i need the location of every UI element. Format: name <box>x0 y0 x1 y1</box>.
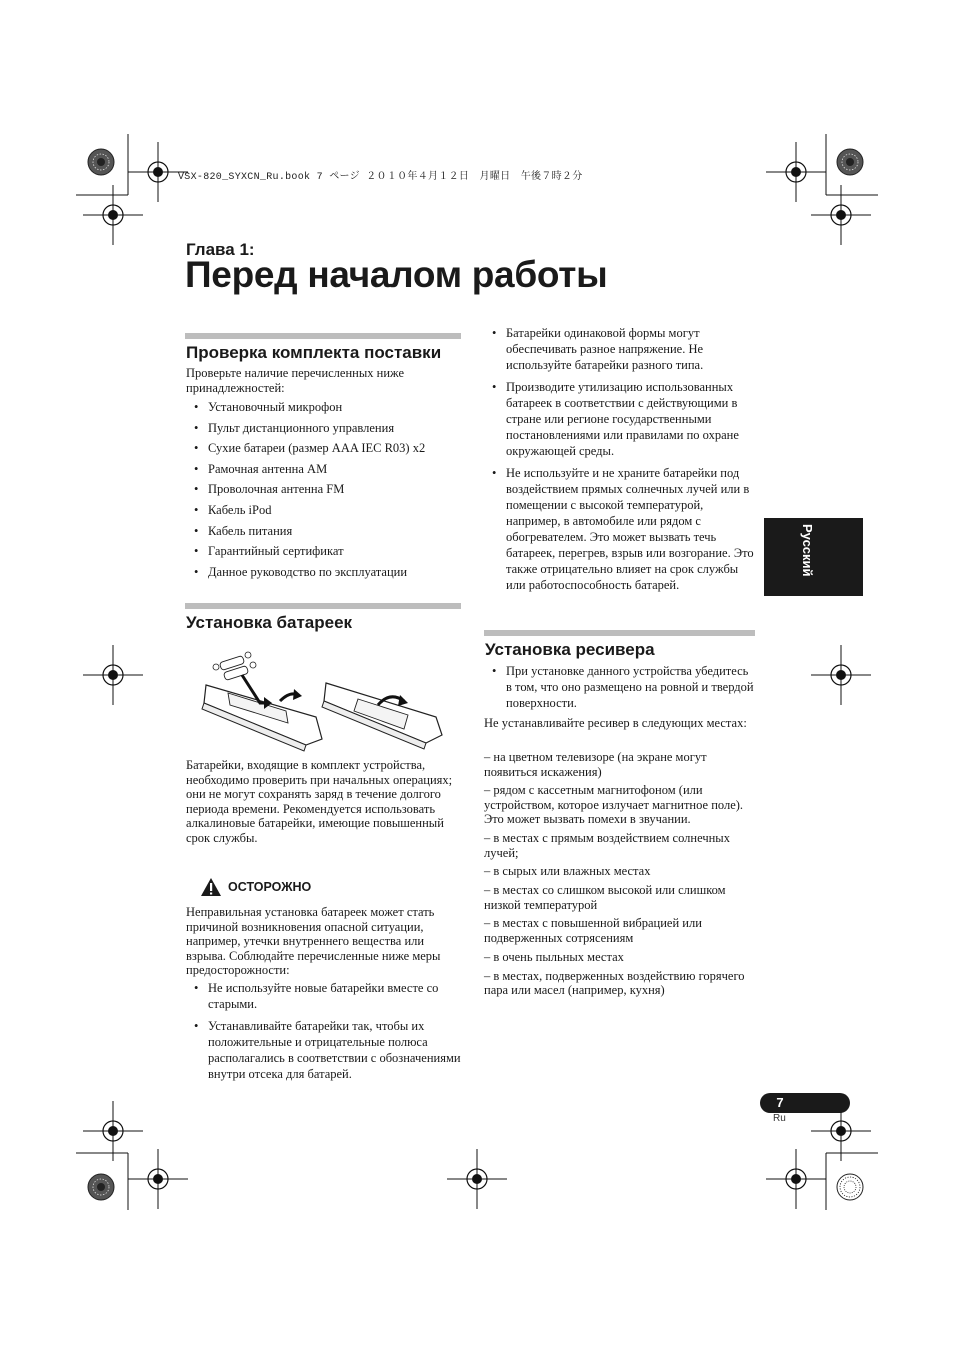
list-item: • Не используйте новые батарейки вместе со старыми. <box>186 980 461 1012</box>
page-number: 7 <box>776 1095 784 1110</box>
crop-mark-top-left <box>76 134 188 245</box>
checklist-items <box>186 399 461 584</box>
chapter-title: Перед началом работы <box>185 254 608 295</box>
caution-header <box>200 877 311 897</box>
section-divider <box>185 333 461 339</box>
crop-mark-bottom-left <box>76 1101 188 1210</box>
caution-items-continued <box>484 325 756 599</box>
print-header: VSX-820_SYXCN_Ru.book 7 ページ ２０１０年４月１２日 月曜日 午後７時２分 <box>178 172 583 183</box>
list-item: • Установочный микрофон <box>186 399 461 415</box>
section-heading-receiver: Установка ресивера <box>485 640 655 659</box>
caution-text: Неправильная установка батареек может стать причиной возникновения опасной ситуации, например, утечки внутреннего вещества или взрыва. Соблюдайте перечисленные ниже меры предосторожности: <box>186 905 441 977</box>
list-item: • Проволочная антенна FM <box>186 481 461 497</box>
list-item: • Кабель iPod <box>186 502 461 518</box>
page-number-badge <box>760 1093 850 1113</box>
language-tab <box>764 518 863 596</box>
page-language-code: Ru <box>773 1113 786 1124</box>
list-item: – в сырых или влажных местах <box>484 864 651 879</box>
remote-open-illustration <box>202 652 322 751</box>
remote-closed-illustration <box>322 683 442 749</box>
crop-mark-bottom-center <box>447 1149 507 1209</box>
list-item: • Данное руководство по эксплуатации <box>186 564 461 580</box>
section-divider <box>484 630 755 636</box>
checklist-intro: Проверьте наличие перечисленных ниже принадлежностей: <box>186 366 405 395</box>
list-item: • Рамочная антенна AM <box>186 461 461 477</box>
list-item: – в местах, подверженных воздействию горячего пара или масел (например, кухня) <box>484 968 745 998</box>
receiver-avoid-list <box>484 750 756 1002</box>
battery-installation-illustration <box>198 645 448 753</box>
crop-mark-top-right <box>766 134 878 245</box>
language-tab-label: Русский <box>800 524 815 577</box>
list-item: • Устанавливайте батарейки так, чтобы их положительные и отрицательные полюса располагались в соответствии с обозначениями внутри отсека для батарей. <box>186 1018 461 1082</box>
section-divider <box>185 603 461 609</box>
caution-items <box>186 980 461 1088</box>
list-item: – в местах со слишком высокой или слишком низкой температурой <box>484 883 726 912</box>
list-item: • Кабель питания <box>186 523 461 539</box>
receiver-avoid-intro: Не устанавливайте ресивер в следующих местах: <box>484 716 747 730</box>
warning-icon <box>200 877 222 897</box>
list-item: – на цветном телевизоре (на экране могут появиться искажения) <box>484 750 707 779</box>
chapter-label: Глава 1: <box>186 240 255 259</box>
list-item: • Пульт дистанционного управления <box>186 420 461 436</box>
receiver-items <box>484 663 756 717</box>
list-item: • Не используйте и не храните батарейки под воздействием прямых солнечных лучей или в помещении с высокой температурой, например, в автомобиле или рядом с обогревателем. Это может вызвать течь батареек, перегрев, взрыв или возгорание. Это также отрицательно влияет на срок службы или работоспособность батарей. <box>484 465 756 593</box>
list-item: – в местах с повышенной вибрацией или подверженных сотрясениям <box>484 916 702 945</box>
section-heading-checklist: Проверка комплекта поставки <box>186 343 442 362</box>
caution-label: ОСТОРОЖНО <box>228 880 312 894</box>
list-item: • Сухие батареи (размер AAA IEC R03) x2 <box>186 440 461 456</box>
section-heading-batteries: Установка батареек <box>186 613 353 632</box>
crop-mark-right-middle <box>811 645 871 705</box>
list-item: • Батарейки одинаковой формы могут обеспечивать разное напряжение. Не используйте батарейки разного типа. <box>484 325 756 373</box>
crop-mark-left-middle <box>83 645 143 705</box>
batteries-description: Батарейки, входящие в комплект устройства, необходимо проверить при начальных операциях; они не могут сохранять заряд в течение долгого периода времени. Рекомендуется использовать алкалиновые батарейки, имеющие повышенный срок службы. <box>186 758 453 845</box>
list-item: • При установке данного устройства убедитесь в том, что оно размещено на ровной и твердой поверхности. <box>484 663 756 711</box>
list-item: – в очень пыльных местах <box>484 949 624 964</box>
list-item: – рядом с кассетным магнитофоном (или устройством, которое излучает магнитное поле). Это может вызвать помехи в звучании. <box>484 783 744 827</box>
list-item: • Производите утилизацию использованных батареек в соответствии с действующими в стране или регионе государственными постановлениями или правилами по охране окружающей среды. <box>484 379 756 459</box>
list-item: • Гарантийный сертификат <box>186 543 461 559</box>
list-item: – в местах с прямым воздействием солнечных лучей; <box>484 831 730 860</box>
